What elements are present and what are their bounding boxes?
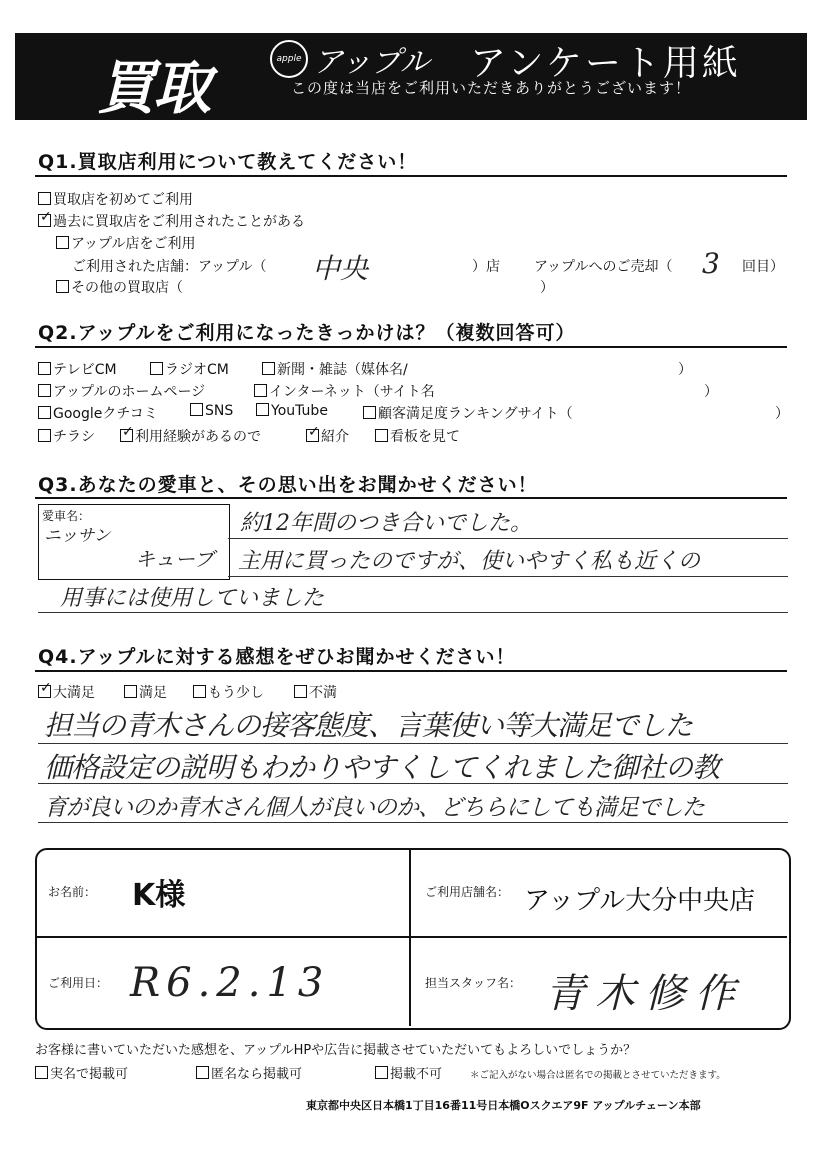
thanks-message: この度は当店をご利用いただきありがとうございます！ (291, 79, 692, 97)
store-value[interactable]: アップル大分中央店 (524, 886, 756, 916)
name-value[interactable]: K様 (132, 878, 186, 913)
q4-option-little-more[interactable]: もう少し (193, 682, 264, 702)
checkbox[interactable] (38, 406, 51, 419)
q2-option-sns[interactable]: SNS (190, 403, 233, 419)
checkbox[interactable] (262, 362, 275, 375)
q1-store-used-value[interactable]: 中央 (312, 252, 369, 285)
checkbox[interactable] (38, 362, 51, 375)
consent-question: お客様に書いていただいた感想を、アップルHPや広告に掲載させていただいてもよろしいでしょうか？ (35, 1043, 637, 1058)
checkbox[interactable] (375, 1066, 388, 1079)
checkbox[interactable] (256, 403, 269, 416)
checkbox[interactable] (124, 685, 137, 698)
card-vertical-divider (409, 850, 411, 1026)
q1-option-used-before[interactable]: ✓過去に買取店をご利用されたことがある (38, 211, 305, 231)
comment-line[interactable]: 価格設定の説明もわかりやすくしてくれました御社の教 (44, 751, 720, 784)
q2-internet-close: ） (704, 384, 718, 400)
staff-value[interactable]: 青木修作 (545, 971, 745, 1017)
q2-newspaper-close: ） (678, 362, 692, 378)
checkbox[interactable] (375, 429, 388, 442)
memory-line[interactable]: 約12年間のつき合いでした。 (240, 511, 532, 536)
q1-times-suffix: 回目） (742, 259, 784, 275)
date-value[interactable]: R6.2.13 (130, 960, 330, 1006)
q1-store-suffix: ）店 (472, 259, 500, 275)
staff-label: 担当スタッフ名： (425, 976, 522, 990)
q2-option-experience[interactable]: ✓ 利用経験があるので (120, 426, 261, 446)
q2-option-newspaper[interactable]: 新聞・雑誌（媒体名/ (262, 359, 408, 379)
q1-times-value[interactable]: 3 (702, 247, 720, 280)
q2-option-ranking[interactable]: 顧客満足度ランキングサイト（ (363, 403, 573, 423)
apple-logo-icon: apple (270, 40, 308, 78)
q3-title: Q3.あなたの愛車と、その思い出をお聞かせください！ (38, 474, 538, 496)
car-maker[interactable]: ニッサン (44, 526, 111, 546)
name-label: お名前： (48, 885, 97, 899)
checkbox[interactable] (254, 384, 267, 397)
q1-option-other-store[interactable]: その他の買取店（ (56, 277, 183, 297)
consent-option-anonymous[interactable]: 匿名なら掲載可 (196, 1063, 302, 1082)
q2-option-internet[interactable]: インターネット（サイト名 (254, 381, 435, 401)
checkbox[interactable] (56, 236, 69, 249)
checkbox[interactable] (190, 403, 203, 416)
checkbox[interactable] (56, 280, 69, 293)
q4-option-very-satisfied[interactable]: ✓大満足 (38, 682, 95, 702)
checkbox[interactable] (196, 1066, 209, 1079)
kaitori-title: 買取 (97, 54, 210, 122)
store-label: ご利用店舗名： (425, 885, 510, 899)
checkbox[interactable] (294, 685, 307, 698)
checkbox[interactable] (35, 1066, 48, 1079)
footer-address: 東京都中央区日本橋1丁目16番11号日本橋Oスクエア9F アップルチェーン本部 (306, 1099, 701, 1112)
date-label: ご利用日： (48, 976, 109, 990)
q2-ranking-close: ） (775, 406, 789, 422)
memory-rule-2 (228, 576, 788, 577)
checkbox[interactable] (193, 685, 206, 698)
q1-store-used-label: ご利用された店舗：アップル（ (72, 259, 267, 275)
q1-option-first-time[interactable]: 買取店を初めてご利用 (38, 189, 193, 209)
car-name-label: 愛車名： (42, 509, 91, 523)
checkbox-checked[interactable] (38, 214, 51, 227)
q2-option-google[interactable]: Googleクチコミ (38, 403, 158, 423)
q2-option-referral[interactable]: ✓ 紹介 (306, 426, 349, 446)
memory-rule-1 (228, 538, 788, 539)
q1-other-close: ） (540, 280, 554, 296)
consent-option-not-allowed[interactable]: 掲載不可 (375, 1063, 442, 1082)
q2-divider (35, 346, 787, 348)
comment-rule-3 (38, 822, 788, 823)
q1-divider (35, 175, 787, 177)
checkbox[interactable] (363, 406, 376, 419)
q2-option-signboard[interactable]: 看板を見て (375, 426, 460, 446)
checkbox-checked[interactable] (306, 429, 319, 442)
checkbox-checked[interactable] (38, 685, 51, 698)
q2-option-flyer[interactable]: チラシ (38, 426, 95, 446)
comment-line[interactable]: 担当の青木さんの接客態度、言葉使い等大満足でした (44, 709, 693, 742)
consent-option-real-name[interactable]: 実名で掲載可 (35, 1063, 128, 1082)
q2-option-homepage[interactable]: アップルのホームページ (38, 381, 205, 401)
memory-rule-3 (38, 612, 788, 613)
q4-option-dissatisfied[interactable]: 不満 (294, 682, 337, 702)
checkbox[interactable] (38, 384, 51, 397)
checkbox-checked[interactable] (120, 429, 133, 442)
checkbox[interactable] (150, 362, 163, 375)
car-model[interactable]: キューブ (135, 547, 214, 571)
q2-option-radio[interactable]: ラジオCM (150, 359, 229, 379)
checkbox[interactable] (38, 192, 51, 205)
brand-name: アップル (313, 45, 430, 80)
q3-divider (35, 497, 787, 499)
card-horizontal-divider (37, 936, 787, 938)
header-banner (15, 33, 807, 120)
memory-line[interactable]: 主用に買ったのですが、使いやすく私も近くの (238, 549, 701, 574)
q4-option-satisfied[interactable]: 満足 (124, 682, 167, 702)
q2-option-youtube[interactable]: YouTube (256, 403, 328, 419)
q4-title: Q4.アップルに対する感想をぜひお聞かせください！ (38, 646, 516, 668)
consent-note: ＊ご記入がない場合は匿名での掲載とさせていただきます。 (470, 1070, 726, 1081)
checkbox[interactable] (38, 429, 51, 442)
q1-option-apple-store[interactable]: アップル店をご利用 (56, 233, 195, 253)
q4-divider (35, 670, 787, 672)
q1-times-label: アップルへのご売却（ (534, 259, 673, 275)
q1-title: Q1.買取店利用について教えてください！ (38, 151, 418, 173)
form-title: アンケート用紙 (470, 43, 741, 84)
comment-line[interactable]: 育が良いのか青木さん個人が良いのか、どちらにしても満足でした (44, 795, 704, 821)
q2-option-tv[interactable]: テレビCM (38, 359, 117, 379)
memory-line[interactable]: 用事には使用していました (60, 586, 325, 611)
q2-title: Q2.アップルをご利用になったきっかけは？（複数回答可） (38, 322, 576, 344)
